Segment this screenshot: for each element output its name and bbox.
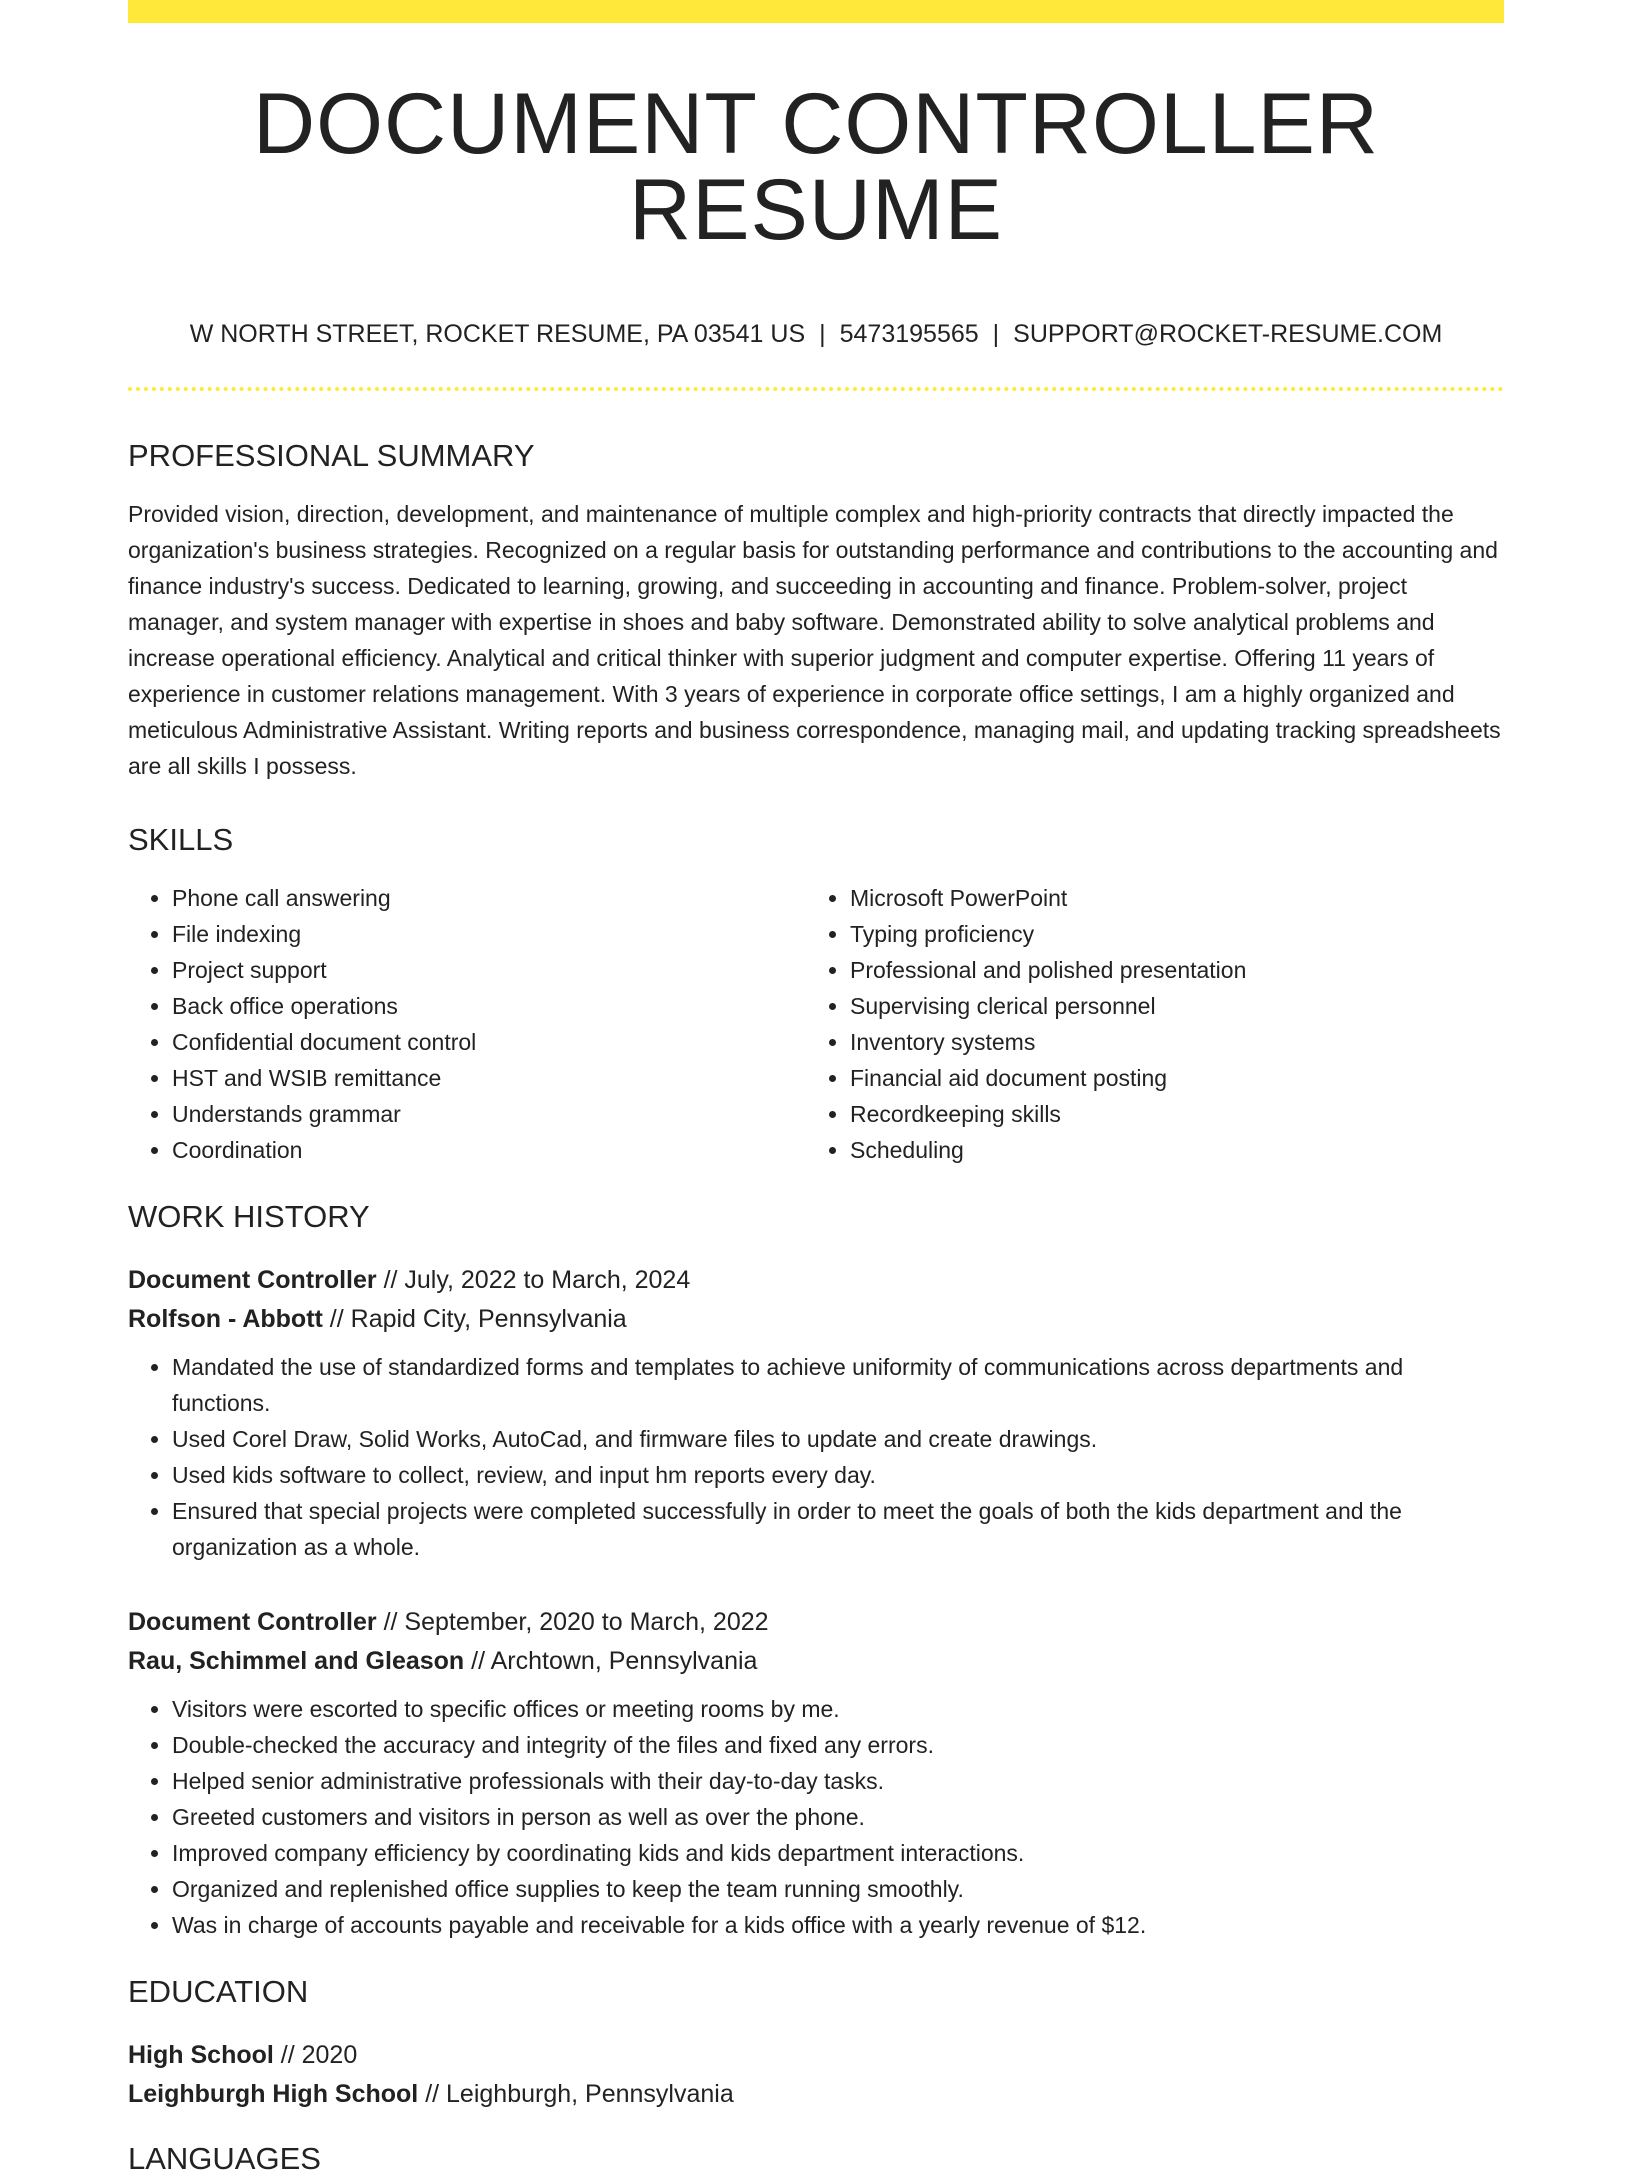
job-bullets [128,1349,1504,1565]
job-bullet: • Used Corel Draw, Solid Works, AutoCad, and firmware files to update and create drawings. [172,1421,1504,1457]
education-school-line [128,2075,1504,2114]
job-location: // Archtown, Pennsylvania [464,1646,758,1675]
skill-item: • Coordination [172,1132,806,1168]
job-entry [128,1603,1504,1943]
job-bullets [128,1691,1504,1943]
job-bullet: • Helped senior administrative professionals with their day-to-day tasks. [172,1763,1504,1799]
job-location: // Rapid City, Pennsylvania [322,1304,627,1333]
work-history-heading: WORK HISTORY [128,1199,370,1235]
skills-column-left [128,880,806,1168]
skill-item: • Understands grammar [172,1096,806,1132]
job-company: Rolfson - Abbott [128,1304,323,1333]
languages-heading: LANGUAGES [128,2140,321,2176]
job-company: Rau, Schimmel and Gleason [128,1646,465,1675]
job-bullet: • Improved company efficiency by coordinating kids and kids department interactions. [172,1835,1504,1871]
skill-item: • Recordkeeping skills [850,1096,1484,1132]
education-entry [128,2036,1504,2114]
job-title: Document Controller [128,1265,377,1294]
education-heading: EDUCATION [128,1973,309,2009]
top-accent-bar [128,0,1504,23]
job-entry [128,1261,1504,1565]
skill-item: • Inventory systems [850,1024,1484,1060]
job-title: Document Controller [128,1607,377,1636]
skill-item: • Scheduling [850,1132,1484,1168]
job-title-line [128,1261,1504,1300]
skill-item: • Professional and polished presentation [850,952,1484,988]
skill-item: • Project support [172,952,806,988]
job-bullet: • Used kids software to collect, review, and input hm reports every day. [172,1457,1504,1493]
skill-item: • Confidential document control [172,1024,806,1060]
job-bullet: • Was in charge of accounts payable and receivable for a kids office with a yearly revenue of $12. [172,1907,1504,1943]
skill-item: • File indexing [172,916,806,952]
contact-address: W NORTH STREET, ROCKET RESUME, PA 03541 US [189,320,806,348]
skill-item: • Financial aid document posting [850,1060,1484,1096]
skill-item: • Supervising clerical personnel [850,988,1484,1024]
job-bullet: • Organized and replenished office supplies to keep the team running smoothly. [172,1871,1504,1907]
skill-item: • Phone call answering [172,880,806,916]
skills-column-right [806,880,1484,1168]
education-degree: High School [128,2040,274,2069]
summary-heading: PROFESSIONAL SUMMARY [128,438,535,473]
education-degree-line [128,2036,1504,2075]
skills-heading: SKILLS [128,822,234,858]
job-bullet: • Visitors were escorted to specific offices or meeting rooms by me. [172,1691,1504,1727]
job-bullet: • Greeted customers and visitors in person as well as over the phone. [172,1799,1504,1835]
education-location: // Leighburgh, Pennsylvania [418,2079,734,2108]
header-divider [128,387,1504,391]
contact-separator: | [819,320,826,348]
job-dates: // September, 2020 to March, 2022 [376,1607,769,1636]
contact-phone: 5473195565 [839,320,979,348]
job-company-line [128,1642,1504,1681]
skill-item: • Back office operations [172,988,806,1024]
job-bullet: • Mandated the use of standardized forms and templates to achieve uniformity of communications across departments and functions. [172,1349,1504,1421]
skills-list [128,880,1504,1168]
education-school: Leighburgh High School [128,2079,419,2108]
job-bullet: • Ensured that special projects were completed successfully in order to meet the goals of both the kids department and the organization as a whole. [172,1493,1504,1565]
job-dates: // July, 2022 to March, 2024 [376,1265,691,1294]
education-year: // 2020 [273,2040,358,2069]
contact-line [128,319,1504,349]
resume-title: DOCUMENT CONTROLLER RESUME [253,76,1379,258]
job-title-line [128,1603,1504,1642]
skill-item: • Typing proficiency [850,916,1484,952]
skill-item: • HST and WSIB remittance [172,1060,806,1096]
resume-page [128,0,1504,2177]
job-company-line [128,1300,1504,1339]
job-bullet: • Double-checked the accuracy and integrity of the files and fixed any errors. [172,1727,1504,1763]
contact-email: SUPPORT@ROCKET-RESUME.COM [1013,320,1443,348]
contact-separator: | [992,320,1000,348]
summary-text: Provided vision, direction, development, and maintenance of multiple complex and high-priority contracts that directly impacted the organization's business strategies. Recognized on a regular basis for outstanding performance and contributions to the accounting and finance industry's success. Dedicated to learning, growing, and succeeding in accounting and finance. Problem-solver, project manager, and system manager with expertise in shoes and baby software. Demonstrated ability to solve analytical problems and increase operational efficiency. Analytical and critical thinker with superior judgment and computer expertise. Offering 11 years of experience in customer relations management. With 3 years of experience in corporate office settings, I am a highly organized and meticulous Administrative Assistant. Writing reports and business correspondence, managing mail, and updating tracking spreadsheets are all skills I possess. [128,501,1501,780]
skill-item: • Microsoft PowerPoint [850,880,1484,916]
